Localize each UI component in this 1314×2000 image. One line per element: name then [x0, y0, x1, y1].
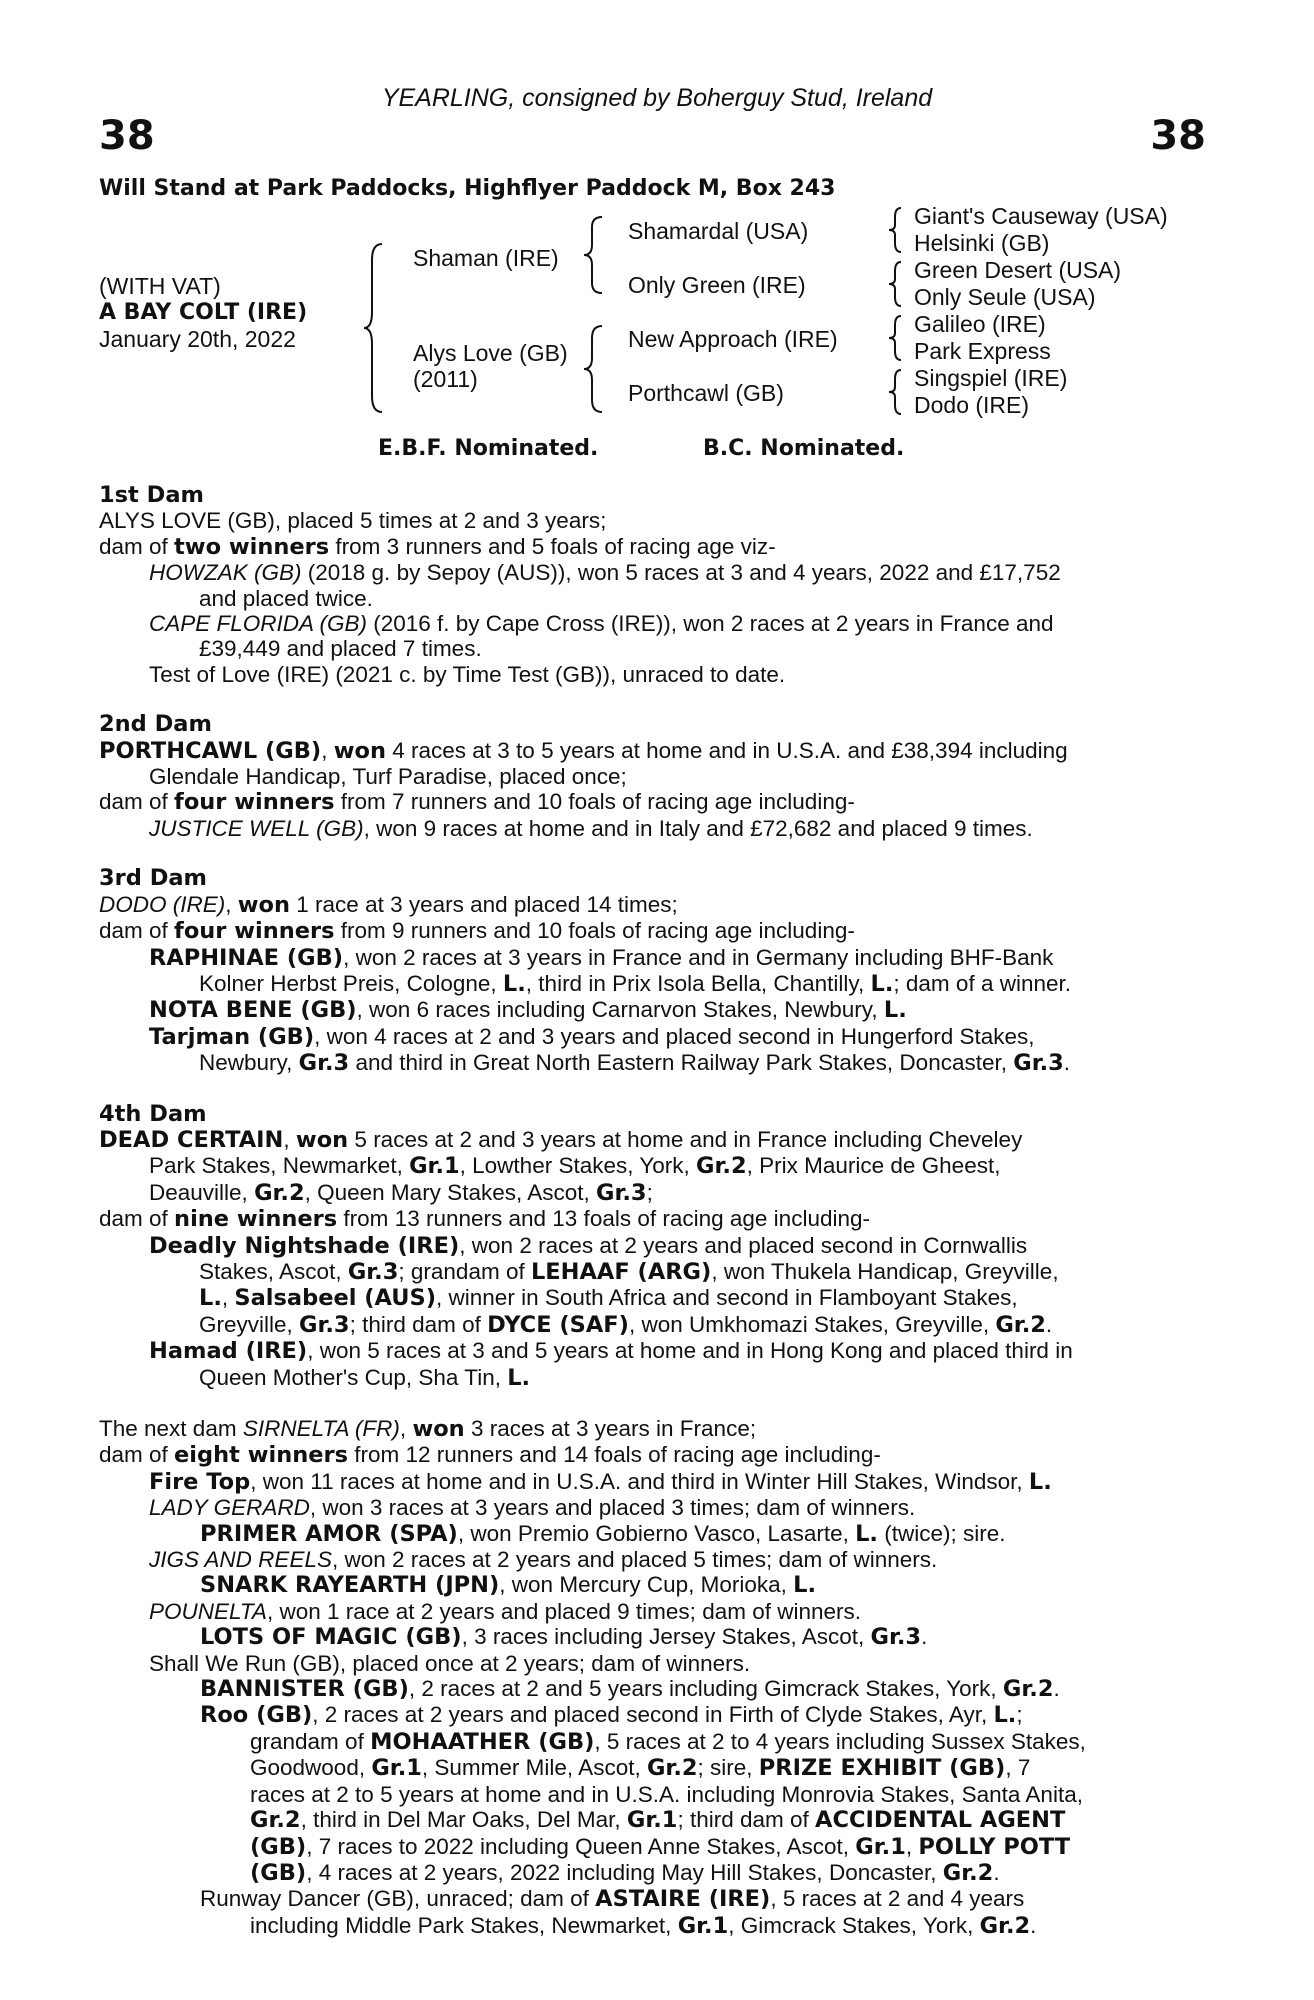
- produce-entry: Runway Dancer (GB), unraced; dam of ASTAIRE (IRE), 5 races at 2 and 4 years: [200, 1886, 1025, 1913]
- sire-dam-name: Only Green (IRE): [628, 272, 806, 298]
- pedigree-brace-main: [360, 240, 390, 416]
- gen3-name: Dodo (IRE): [914, 392, 1030, 418]
- gen3-brace-1: [885, 205, 907, 255]
- bc-nomination: B.C. Nominated.: [703, 436, 905, 461]
- produce-entry: RAPHINAE (GB), won 2 races at 3 years in France and in Germany including BHF-Bank: [149, 944, 1054, 971]
- produce-entry: Roo (GB), 2 races at 2 years and placed second in Firth of Clyde Stakes, Ayr, L.;: [200, 1702, 1023, 1729]
- dam-name: Alys Love (GB): [413, 340, 568, 366]
- stabling-location: Will Stand at Park Paddocks, Highflyer Paddock M, Box 243: [99, 176, 836, 201]
- produce-summary: dam of two winners from 3 runners and 5 foals of racing age viz-: [99, 533, 776, 560]
- dam-record: DEAD CERTAIN, won 5 races at 2 and 3 years at home and in France including Cheveley: [99, 1126, 1023, 1153]
- produce-entry: POUNELTA, won 1 race at 2 years and placed 9 times; dam of winners.: [149, 1598, 862, 1624]
- produce-entry-cont: Goodwood, Gr.1, Summer Mile, Ascot, Gr.2; sire, PRIZE EXHIBIT (GB), 7: [250, 1755, 1031, 1782]
- gen3-brace-3: [885, 313, 907, 363]
- lot-number-left: 38: [99, 113, 155, 159]
- foaling-date: January 20th, 2022: [99, 326, 296, 352]
- catalogue-body: [99, 483, 1205, 1939]
- dam-record-cont: Glendale Handicap, Turf Paradise, placed once;: [149, 764, 627, 790]
- gen3-name: Galileo (IRE): [914, 311, 1046, 337]
- produce-entry: Test of Love (IRE) (2021 c. by Time Test (GB)), unraced to date.: [149, 661, 786, 687]
- dam-dam-name: Porthcawl (GB): [628, 380, 784, 406]
- gen3-brace-4: [885, 367, 907, 417]
- consignor-line: YEARLING, consigned by Boherguy Stud, Ireland: [381, 84, 933, 112]
- produce-entry-cont: £39,449 and placed 7 times.: [199, 636, 482, 662]
- sire-name: Shaman (IRE): [413, 245, 559, 271]
- produce-entry-cont: Gr.2, third in Del Mar Oaks, Del Mar, Gr.1; third dam of ACCIDENTAL AGENT: [250, 1807, 1066, 1834]
- gen3-name: Singspiel (IRE): [914, 365, 1068, 391]
- produce-entry: Tarjman (GB), won 4 races at 2 and 3 years and placed second in Hungerford Stakes,: [149, 1023, 1035, 1050]
- dam-sire-name: New Approach (IRE): [628, 326, 838, 352]
- produce-entry: LADY GERARD, won 3 races at 3 years and placed 3 times; dam of winners.: [149, 1495, 916, 1521]
- pedigree-brace-sire: [580, 213, 610, 297]
- produce-entry: NOTA BENE (GB), won 6 races including Carnarvon Stakes, Newbury, L.: [149, 997, 907, 1024]
- pedigree-brace-dam: [580, 322, 610, 416]
- gen3-name: Helsinki (GB): [914, 230, 1050, 256]
- produce-entry: Deadly Nightshade (IRE), won 2 races at 2 years and placed second in Cornwallis: [149, 1232, 1028, 1259]
- produce-entry-cont: and placed twice.: [199, 585, 373, 611]
- produce-entry: CAPE FLORIDA (GB) (2016 f. by Cape Cross (IRE)), won 2 races at 2 years in France and: [149, 611, 1054, 637]
- dam-record: PORTHCAWL (GB), won 4 races at 3 to 5 years at home and in U.S.A. and £38,394 including: [99, 737, 1068, 764]
- vat-label: (WITH VAT): [99, 273, 221, 299]
- ebf-nomination: E.B.F. Nominated.: [378, 436, 599, 461]
- produce-entry-cont: L., Salsabeel (AUS), winner in South Africa and second in Flamboyant Stakes,: [199, 1285, 1018, 1312]
- produce-entry: Shall We Run (GB), placed once at 2 years; dam of winners.: [149, 1650, 751, 1676]
- produce-entry: BANNISTER (GB), 2 races at 2 and 5 years including Gimcrack Stakes, York, Gr.2.: [200, 1676, 1060, 1703]
- produce-entry-cont: races at 2 to 5 years at home and in U.S.A. including Monrovia Stakes, Santa Anita,: [250, 1781, 1083, 1807]
- dam-intro: ALYS LOVE (GB), placed 5 times at 2 and 3 years;: [99, 508, 607, 534]
- dam-record: The next dam SIRNELTA (FR), won 3 races at 3 years in France;: [99, 1416, 757, 1442]
- produce-entry-cont: Newbury, Gr.3 and third in Great North Eastern Railway Park Stakes, Doncaster, Gr.3.: [199, 1050, 1071, 1077]
- produce-summary: dam of four winners from 7 runners and 10 foals of racing age including-: [99, 789, 855, 816]
- dam-record: DODO (IRE), won 1 race at 3 years and placed 14 times;: [99, 891, 678, 918]
- gen3-brace-2: [885, 259, 907, 309]
- section-heading: 2nd Dam: [99, 711, 212, 738]
- dam-year: (2011): [413, 366, 478, 392]
- produce-summary: dam of eight winners from 12 runners and 14 foals of racing age including-: [99, 1442, 881, 1469]
- produce-entry-cont: Greyville, Gr.3; third dam of DYCE (SAF), won Umkhomazi Stakes, Greyville, Gr.2.: [199, 1311, 1053, 1338]
- gen3-name: Only Seule (USA): [914, 284, 1096, 310]
- section-heading: 1st Dam: [99, 482, 204, 508]
- section-heading: 4th Dam: [99, 1100, 207, 1127]
- produce-entry: LOTS OF MAGIC (GB), 3 races including Jersey Stakes, Ascot, Gr.3.: [200, 1624, 928, 1651]
- dam-record-cont: Park Stakes, Newmarket, Gr.1, Lowther Stakes, York, Gr.2, Prix Maurice de Gheest,: [149, 1153, 1001, 1180]
- produce-entry-cont: grandam of MOHAATHER (GB), 5 races at 2 to 4 years including Sussex Stakes,: [250, 1728, 1086, 1755]
- dam-record-cont: Deauville, Gr.2, Queen Mary Stakes, Ascot, Gr.3;: [149, 1179, 653, 1206]
- sire-sire-name: Shamardal (USA): [628, 218, 809, 244]
- produce-entry: Fire Top, won 11 races at home and in U.S.A. and third in Winter Hill Stakes, Windsor, L.: [149, 1468, 1052, 1495]
- produce-entry-cont: including Middle Park Stakes, Newmarket, Gr.1, Gimcrack Stakes, York, Gr.2.: [250, 1912, 1037, 1939]
- produce-entry-cont: Kolner Herbst Preis, Cologne, L., third in Prix Isola Bella, Chantilly, L.; dam of a winner.: [199, 970, 1072, 997]
- produce-summary: dam of nine winners from 13 runners and 13 foals of racing age including-: [99, 1206, 870, 1233]
- produce-entry-cont: Stakes, Ascot, Gr.3; grandam of LEHAAF (ARG), won Thukela Handicap, Greyville,: [199, 1258, 1059, 1285]
- produce-entry-cont: Queen Mother's Cup, Sha Tin, L.: [199, 1364, 531, 1391]
- produce-entry: JUSTICE WELL (GB), won 9 races at home and in Italy and £72,682 and placed 9 times.: [149, 815, 1033, 841]
- produce-entry: JIGS AND REELS, won 2 races at 2 years and placed 5 times; dam of winners.: [149, 1547, 938, 1573]
- lot-number-right: 38: [1150, 113, 1206, 159]
- produce-entry-cont: (GB), 7 races to 2022 including Queen Anne Stakes, Ascot, Gr.1, POLLY POTT: [250, 1833, 1071, 1860]
- produce-entry: HOWZAK (GB) (2018 g. by Sepoy (AUS)), won 5 races at 3 and 4 years, 2022 and £17,752: [149, 560, 1061, 586]
- section-heading: 3rd Dam: [99, 865, 207, 892]
- gen3-name: Green Desert (USA): [914, 257, 1122, 283]
- gen3-name: Giant's Causeway (USA): [914, 203, 1168, 229]
- produce-entry: SNARK RAYEARTH (JPN), won Mercury Cup, Morioka, L.: [200, 1572, 817, 1599]
- produce-entry: PRIMER AMOR (SPA), won Premio Gobierno Vasco, Lasarte, L. (twice); sire.: [200, 1520, 1006, 1547]
- gen3-name: Park Express: [914, 338, 1051, 364]
- produce-entry: Hamad (IRE), won 5 races at 3 and 5 years at home and in Hong Kong and placed third in: [149, 1338, 1073, 1365]
- produce-entry-cont: (GB), 4 races at 2 years, 2022 including May Hill Stakes, Doncaster, Gr.2.: [250, 1859, 1000, 1886]
- produce-summary: dam of four winners from 9 runners and 10 foals of racing age including-: [99, 918, 855, 945]
- horse-name: A BAY COLT (IRE): [99, 300, 308, 325]
